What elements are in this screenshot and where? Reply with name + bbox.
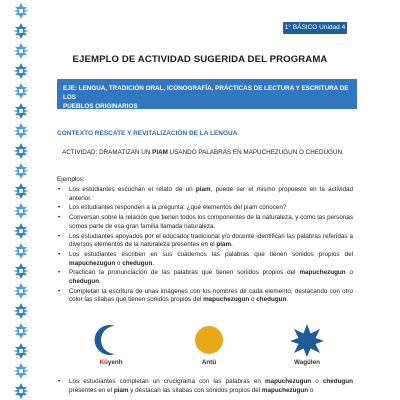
figure-star bbox=[267, 323, 347, 371]
border-motif bbox=[12, 162, 30, 180]
figure-caption: Küyenh bbox=[99, 359, 123, 366]
examples-list-continued bbox=[57, 378, 353, 396]
border-motif bbox=[12, 242, 30, 260]
list-item: • Completan la escritura de unas imágenes con los nombres de cada elemento, destacando con otro color las sílabas que tienen sonidos propios del mapuchezugun o chedugun. bbox=[57, 288, 353, 305]
examples-label: Ejemplos: bbox=[57, 176, 85, 183]
list-item: • Los estudiantes responden a la pregunta: ¿qué elementos del piam conocen? bbox=[57, 204, 353, 213]
section-heading: CONTEXTO RESCATE Y REVITALIZACIÓN DE LA LENGUA bbox=[57, 130, 238, 137]
eje-banner bbox=[57, 79, 357, 109]
figure-sun bbox=[169, 323, 249, 371]
examples-list bbox=[57, 186, 353, 306]
star-icon bbox=[289, 323, 325, 357]
border-motif bbox=[12, 282, 30, 300]
list-item: • Practican la pronunciación de las palabras que tienen sonidos propios del mapuchezugun o chedugun. bbox=[57, 269, 353, 286]
list-item: • Conversan sobre la relación que tienen todos los componentes de la naturaleza, y como las personas somos parte de esa gran familia llamada naturaleza. bbox=[57, 214, 353, 231]
border-motif bbox=[12, 82, 30, 100]
unit-tag: 1° BÁSICO Unidad 4 bbox=[283, 22, 347, 34]
border-motif bbox=[12, 382, 30, 400]
border-motif bbox=[12, 182, 30, 200]
border-motif bbox=[12, 2, 30, 20]
border-motif bbox=[12, 122, 30, 140]
eje-line-1: EJE: LENGUA, TRADICIÓN ORAL, ICONOGRAFÍA, PRÁCTICAS DE LECTURA Y ESCRITURA DE LOS bbox=[63, 85, 349, 101]
figure-moon bbox=[71, 323, 151, 371]
border-motif bbox=[12, 302, 30, 320]
list-item: • Los estudiantes apoyados por el educador tradicional y/o docente identifican las palabras referidas a diversos elementos de la naturaleza presentes en el piam. bbox=[57, 233, 353, 250]
figure-caption: Wagülen bbox=[293, 359, 320, 366]
border-motif bbox=[12, 22, 30, 40]
list-item: • Los estudiantes completan un crucigrama con las palabras en mapuchezugun o chedugun presentes en el piam y destacan las sílabas con sonidos propios del mapuchezugun o bbox=[57, 378, 353, 395]
activity-line bbox=[62, 149, 344, 156]
activity-bold: PIAM bbox=[152, 149, 168, 156]
border-motif bbox=[12, 342, 30, 360]
border-motif bbox=[12, 142, 30, 160]
figures-row bbox=[57, 323, 353, 371]
activity-prefix: ACTIVIDAD: DRAMATIZAN UN bbox=[62, 149, 153, 156]
eje-line-2: PUEBLOS ORIGINARIOS bbox=[63, 103, 138, 110]
border-motif bbox=[12, 262, 30, 280]
border-motif bbox=[12, 222, 30, 240]
page-title: EJEMPLO DE ACTIVIDAD SUGERIDA DEL PROGRAMA bbox=[72, 54, 328, 65]
border-motif bbox=[12, 362, 30, 380]
border-motif bbox=[12, 102, 30, 120]
sun-icon bbox=[191, 323, 227, 357]
list-item: • Los estudiantes escuchan el relato de un piam, puede ser el mismo propuesto en la actividad anterior. bbox=[57, 186, 353, 203]
border-motif bbox=[12, 322, 30, 340]
figure-caption: Antü bbox=[201, 359, 217, 366]
border-motif bbox=[12, 202, 30, 220]
list-item: • Los estudiantes escriben en sus cuadernos las palabras que tienen sonidos propios del mapuchezugun o chedugun. bbox=[57, 251, 353, 268]
moon-icon bbox=[93, 323, 129, 357]
activity-suffix: USANDO PALABRAS EN MAPUCHEZUGUN O CHEDUGUN. bbox=[167, 149, 344, 156]
